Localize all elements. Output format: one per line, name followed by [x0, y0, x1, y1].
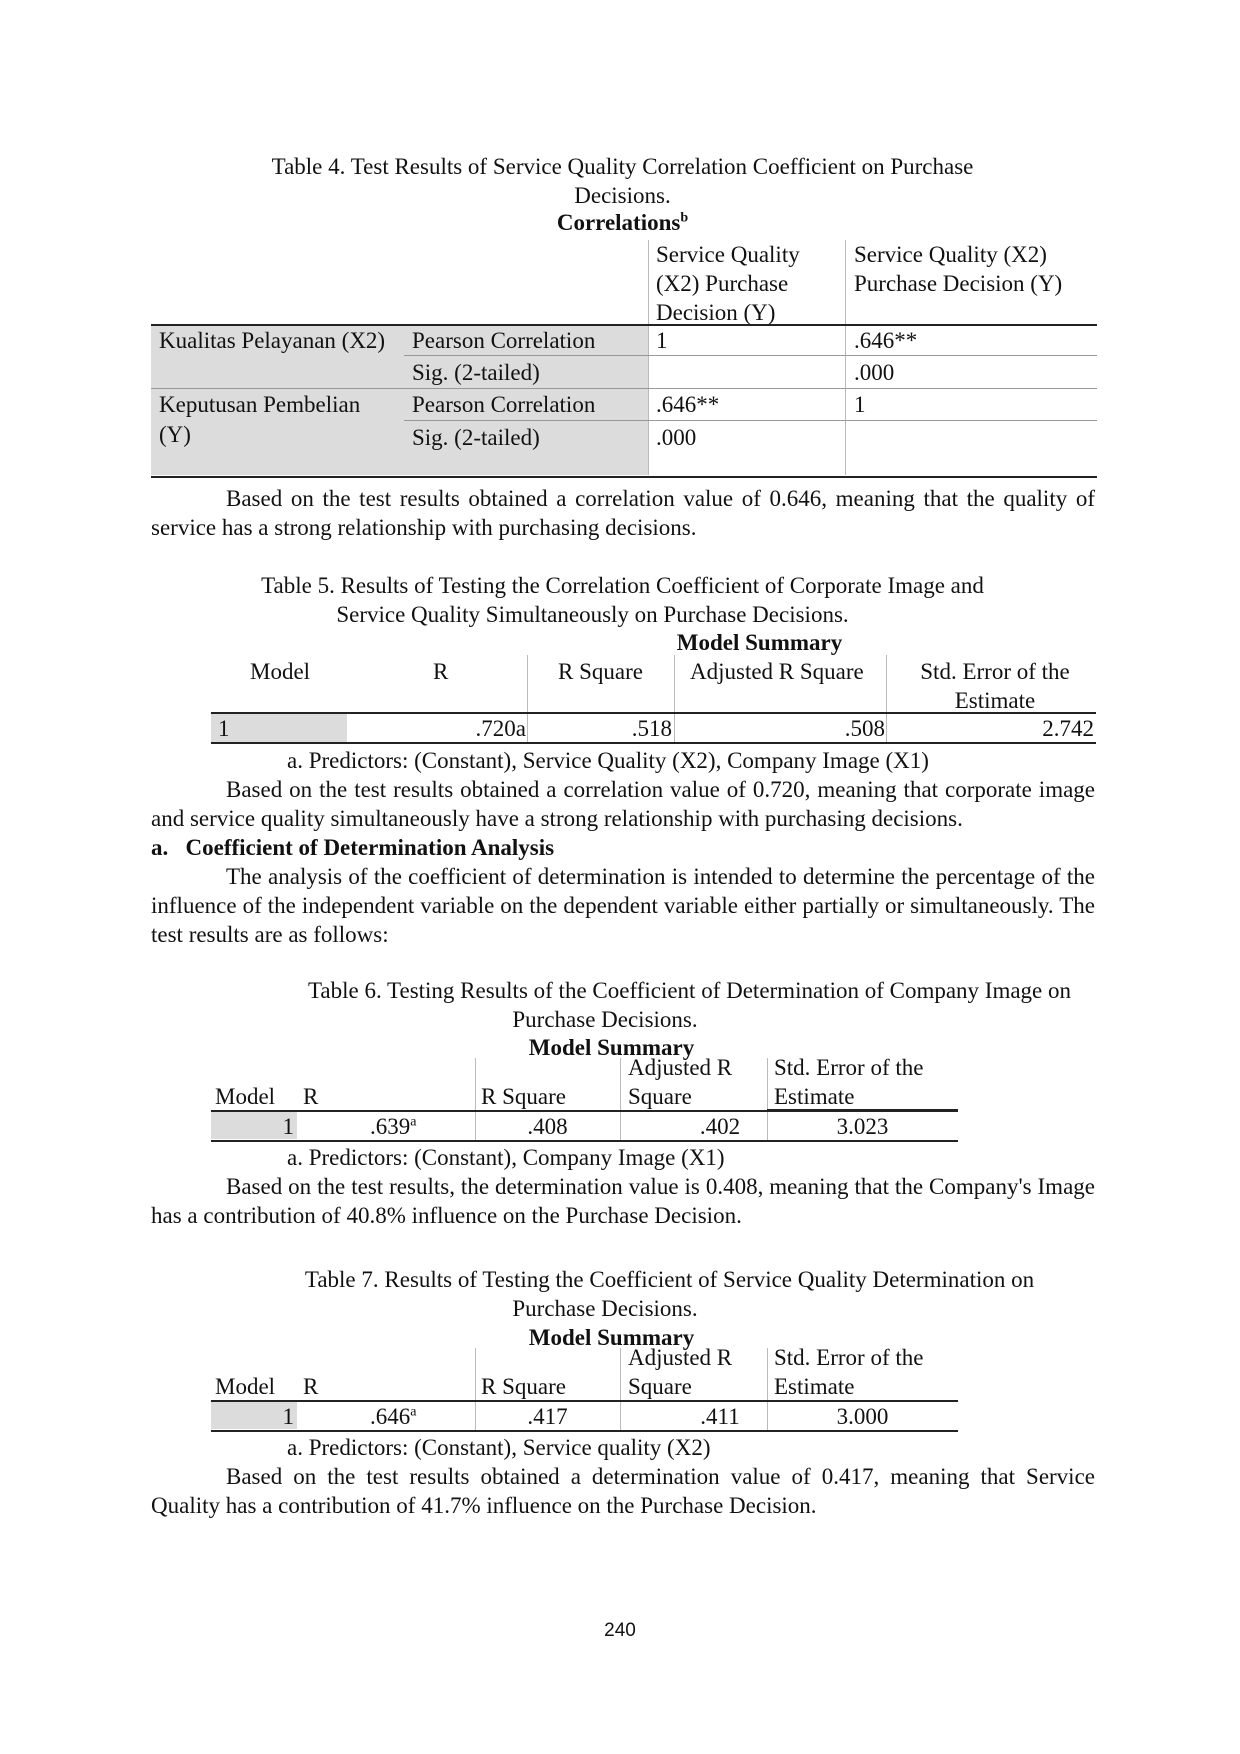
table5-row-adj: .508 — [844, 716, 885, 741]
table7-row-r — [370, 1402, 416, 1431]
table4-r1-c1: 1 — [656, 328, 668, 353]
table7-header-model: Model — [215, 1374, 276, 1399]
table7-note: a. Predictors: (Constant), Service quality (X2) — [287, 1435, 711, 1460]
table7-header-rsq: R Square — [481, 1374, 566, 1399]
table4-r3-stat: Pearson Correlation — [412, 392, 596, 417]
table7-row-model: 1 — [282, 1404, 294, 1429]
table7-title-text: Model Summary — [528, 1325, 695, 1350]
table4-caption-line2: Decisions. — [574, 183, 671, 208]
table6-header-adj-line2: Square — [628, 1084, 692, 1109]
table7-caption-line2: Purchase Decisions. — [512, 1296, 698, 1321]
table7-row-rsq: .417 — [527, 1404, 568, 1429]
table4-r2-c2: .000 — [854, 360, 895, 385]
table4-col1-header-line1: Service Quality — [656, 242, 800, 267]
table7-header-adj-line1: Adjusted R — [628, 1345, 733, 1370]
table6-row-se: 3.023 — [836, 1114, 889, 1139]
table4-r1-stat: Pearson Correlation — [412, 328, 596, 353]
table6-row-adj: .402 — [699, 1114, 741, 1139]
table7-bottom-rule — [211, 1430, 958, 1432]
table5-caption-line2: Service Quality Simultaneously on Purchase Decisions. — [336, 602, 849, 627]
table7-row-r-value: .646 — [370, 1404, 411, 1429]
table7-row-r-sup: a — [410, 1404, 417, 1420]
table6-header-rsq: R Square — [481, 1084, 566, 1109]
table4-r2-stat: Sig. (2-tailed) — [412, 360, 540, 385]
table6-caption-line2: Purchase Decisions. — [512, 1007, 698, 1032]
table6-row-model: 1 — [282, 1114, 294, 1139]
table5-header-model: Model — [250, 659, 311, 684]
paragraph-5: Based on the test results obtained a determination value of 0.417, meaning that Service Quality has a contribution of 41.7% influence on the Purchase Decision. — [151, 1464, 1095, 1518]
table5-title-text: Model Summary — [676, 630, 843, 655]
paragraph-2: Based on the test results obtained a correlation value of 0.720, meaning that corporate image and service quality simultaneously have a strong relationship with purchasing decisions. — [151, 777, 1095, 831]
table4-r3-var: Keputusan Pembelian — [159, 392, 361, 417]
table4-r3-c1: .646** — [656, 392, 720, 417]
table7-row-adj: .411 — [700, 1404, 740, 1429]
paragraph-1: Based on the test results obtained a correlation value of 0.646, meaning that the quality of service has a strong relationship with purchasing decisions. — [151, 486, 1095, 540]
table6-header-se-line2: Estimate — [774, 1084, 855, 1109]
table4-title-text: Correlations — [556, 210, 681, 235]
table6-header-r: R — [303, 1084, 319, 1109]
table7-header-r: R — [303, 1374, 319, 1399]
table4-col2-header-line1: Service Quality (X2) — [854, 242, 1047, 267]
table7-header-adj-line2: Square — [628, 1374, 692, 1399]
paragraph-3: The analysis of the coefficient of determination is intended to determine the percentage of the influence of the independent variable on the dependent variable either partially or simultaneously. The test results are as follows: — [151, 864, 1095, 947]
table4-col1-header-line2: (X2) Purchase — [656, 271, 789, 296]
table7-header-se — [774, 1343, 923, 1401]
table7-header-se-line1: Std. Error of the — [774, 1345, 924, 1370]
table4-r4-c1: .000 — [656, 425, 697, 450]
table6-caption-line1: Table 6. Testing Results of the Coefficient of Determination of Company Image on — [307, 978, 1072, 1003]
table5-header-se-line1: Std. Error of the — [920, 659, 1070, 684]
table4-r1-c2: .646** — [854, 328, 918, 353]
table5-header-rsq: R Square — [558, 659, 643, 684]
table5-header-adj: Adjusted R Square — [690, 659, 864, 684]
table4-r3-c2: 1 — [854, 392, 866, 417]
table4-r4-stat: Sig. (2-tailed) — [412, 425, 540, 450]
table5-note: a. Predictors: (Constant), Service Quality (X2), Company Image (X1) — [287, 748, 929, 773]
table6-row-rsq: .408 — [527, 1114, 568, 1139]
table5-row-se: 2.742 — [1042, 716, 1094, 741]
table7-header-adj — [628, 1343, 732, 1401]
table4-r1-var: Kualitas Pelayanan (X2) — [159, 328, 386, 353]
table6-title-text: Model Summary — [528, 1035, 695, 1060]
section-heading: a. Coefficient of Determination Analysis — [151, 835, 555, 860]
table4-title-sup: b — [680, 210, 689, 226]
table6-header-adj-line1: Adjusted R — [628, 1055, 733, 1080]
table7-row-se: 3.000 — [836, 1404, 889, 1429]
table5-row-model: 1 — [218, 716, 230, 741]
table6-note: a. Predictors: (Constant), Company Image (X1) — [287, 1145, 725, 1170]
page-number: 240 — [604, 1620, 636, 1641]
table6-header-model: Model — [215, 1084, 276, 1109]
table4-caption-line1: Table 4. Test Results of Service Quality Correlation Coefficient on Purchase — [271, 154, 974, 179]
table6-header-se-line1: Std. Error of the — [774, 1055, 924, 1080]
table7-caption-line1: Table 7. Results of Testing the Coefficient of Service Quality Determination on — [304, 1267, 1035, 1292]
table5-row-rsq: .518 — [631, 716, 672, 741]
table5-header-r: R — [433, 659, 449, 684]
table6-row-r-value: .639 — [370, 1114, 411, 1139]
table5-caption-line1: Table 5. Results of Testing the Correlation Coefficient of Corporate Image and — [261, 573, 984, 598]
paragraph-4: Based on the test results, the determination value is 0.408, meaning that the Company's Image has a contribution of 40.8% influence on the Purchase Decision. — [151, 1174, 1095, 1228]
table5-row-r: .720a — [475, 716, 526, 741]
table4-col1-header-line3: Decision (Y) — [656, 300, 776, 325]
table4-col2-header-line2: Purchase Decision (Y) — [854, 271, 1063, 296]
table4-r4-var: (Y) — [159, 422, 191, 447]
table5-header-se-line2: Estimate — [954, 688, 1036, 713]
table7-header-se-line2: Estimate — [774, 1374, 855, 1399]
table6-row-r-sup: a — [410, 1114, 417, 1130]
